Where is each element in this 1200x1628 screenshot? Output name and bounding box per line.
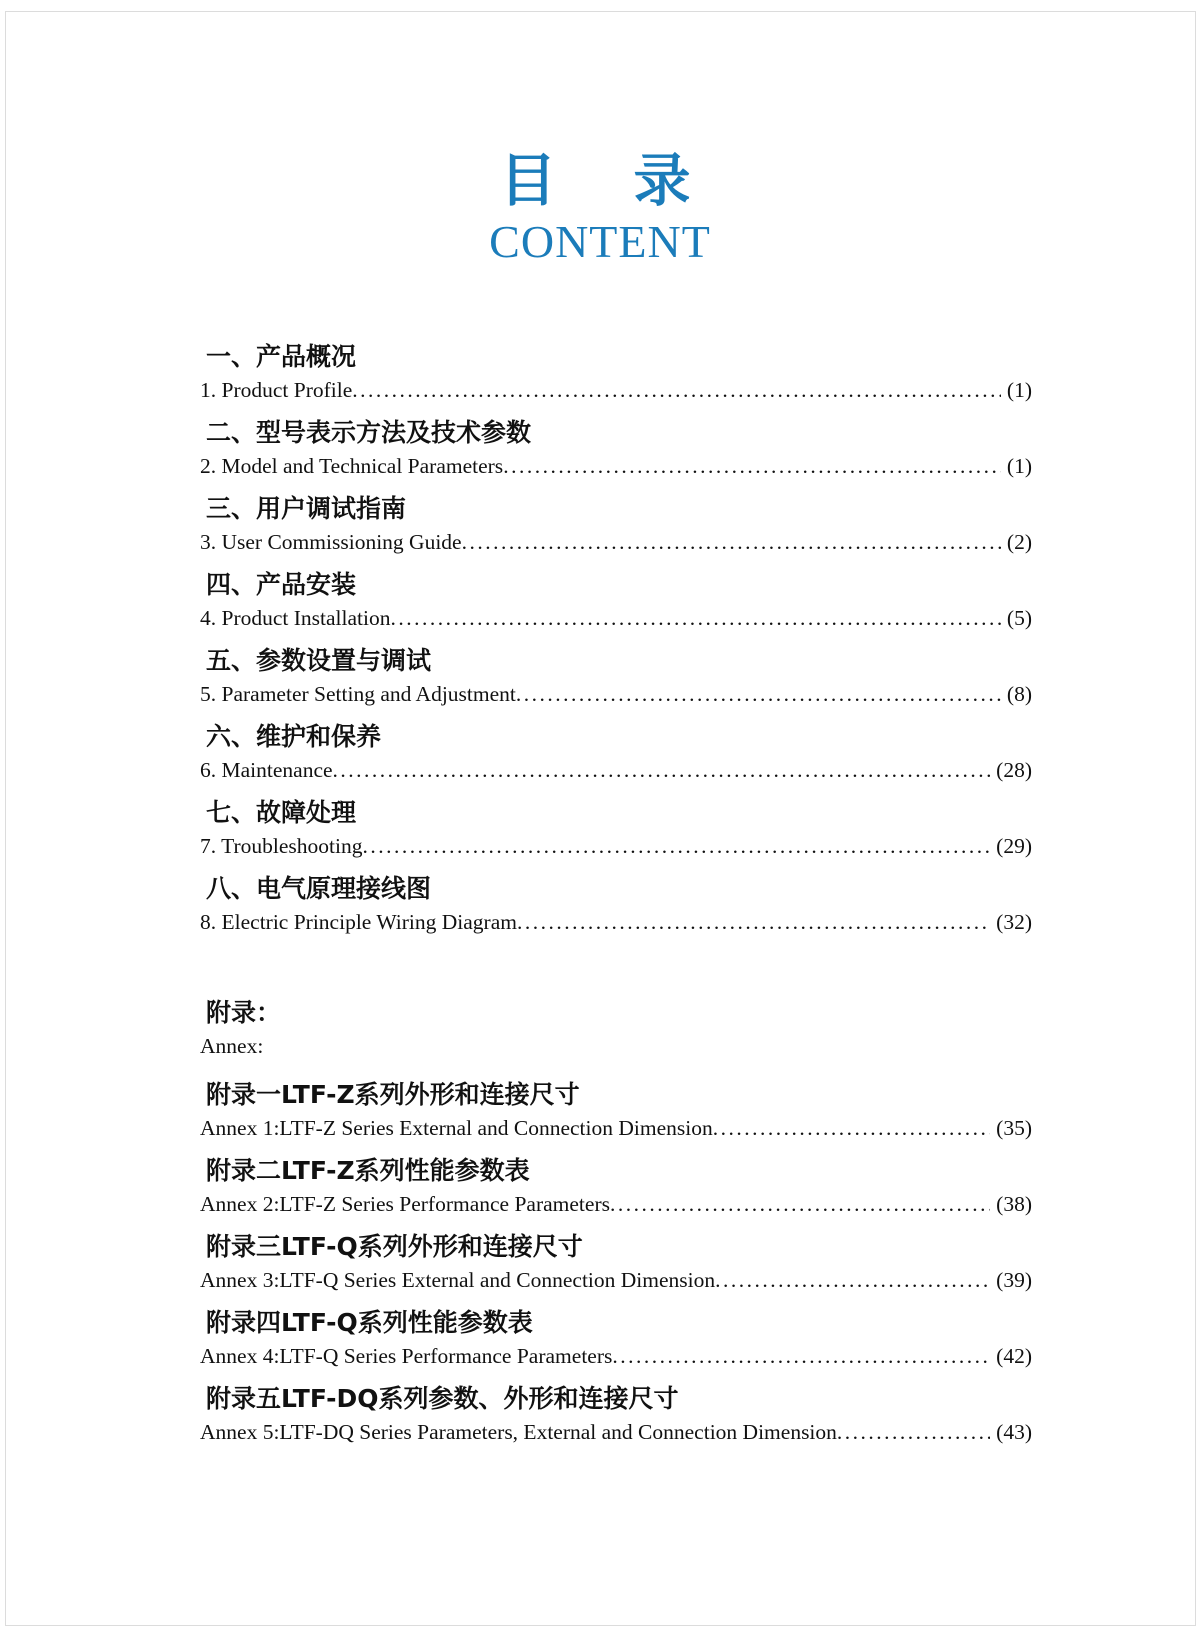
toc-entry-6 [200, 720, 1032, 786]
annex-entry-2 [200, 1154, 1032, 1220]
dotted-leader [837, 1416, 990, 1448]
toc-entry-page-number: (28) [996, 758, 1032, 782]
dotted-leader [352, 374, 1001, 406]
annex-entry-title-cn: 附录四LTF-Q系列性能参数表 [206, 1308, 533, 1337]
dotted-leader [713, 1112, 990, 1144]
toc-entry-title-cn: 三、用户调试指南 [206, 494, 407, 523]
annex-entry-page-number: (42) [996, 1344, 1032, 1368]
annex-entry-5 [200, 1382, 1032, 1448]
toc-entry-title-en: 2. Model and Technical Parameters [200, 454, 504, 478]
toc-entry-page-number: (5) [1006, 606, 1032, 630]
annex-entry-row [200, 1340, 1032, 1372]
annex-entry-title-cn: 附录一LTF-Z系列外形和连接尺寸 [206, 1080, 580, 1109]
dotted-leader [715, 1264, 990, 1296]
annex-entry-page-number: (39) [996, 1268, 1032, 1292]
annex-entry-title-en: Annex 4:LTF-Q Series Performance Parameters [200, 1344, 613, 1368]
toc-entry-row [200, 450, 1032, 482]
toc-entry-row [200, 374, 1032, 406]
toc-entry-page-number: (29) [996, 834, 1032, 858]
toc-entry-row [200, 602, 1032, 634]
toc-entry-page-number: (2) [1006, 530, 1032, 554]
annex-entry-1 [200, 1078, 1032, 1144]
toc-entry-8 [200, 872, 1032, 938]
table-of-contents [200, 340, 1032, 1458]
dotted-leader [462, 526, 1001, 558]
dotted-leader [610, 1188, 990, 1220]
toc-entry-page-number: (8) [1006, 682, 1032, 706]
toc-entry-title-cn: 二、型号表示方法及技术参数 [206, 418, 532, 447]
annex-label-cn: 附录： [206, 998, 282, 1027]
toc-entry-title-cn: 五、参数设置与调试 [206, 646, 432, 675]
toc-entry-title-en: 4. Product Installation [200, 606, 391, 630]
toc-entry-title-en: 5. Parameter Setting and Adjustment [200, 682, 516, 706]
toc-entry-title-en: 6. Maintenance [200, 758, 333, 782]
toc-entry-title-en: 3. User Commissioning Guide [200, 530, 462, 554]
toc-entry-title-cn: 八、电气原理接线图 [206, 874, 432, 903]
annex-entry-row [200, 1264, 1032, 1296]
toc-entry-row [200, 906, 1032, 938]
annex-entry-title-en: Annex 5:LTF-DQ Series Parameters, External and Connection Dimension [200, 1420, 837, 1444]
toc-entry-row [200, 830, 1032, 862]
toc-entry-row [200, 678, 1032, 710]
toc-entry-title-en: 7. Troubleshooting [200, 834, 363, 858]
annex-entry-page-number: (35) [996, 1116, 1032, 1140]
toc-entry-title-cn: 七、故障处理 [206, 798, 357, 827]
dotted-leader [362, 830, 990, 862]
toc-entry-title-en: 1. Product Profile [200, 378, 353, 402]
annex-entry-title-en: Annex 1:LTF-Z Series External and Connection Dimension [200, 1116, 713, 1140]
page-title-english: CONTENT [489, 216, 711, 267]
toc-entry-page-number: (1) [1006, 454, 1032, 478]
document-header [0, 146, 1200, 268]
toc-entry-5 [200, 644, 1032, 710]
page-title-chinese: 目 录 [499, 148, 701, 214]
annex-entry-4 [200, 1306, 1032, 1372]
dotted-leader [517, 906, 990, 938]
toc-entry-4 [200, 568, 1032, 634]
toc-entry-2 [200, 416, 1032, 482]
toc-entry-1 [200, 340, 1032, 406]
toc-entry-row [200, 526, 1032, 558]
annex-entry-page-number: (38) [996, 1192, 1032, 1216]
dotted-leader [516, 678, 1001, 710]
toc-entry-title-en: 8. Electric Principle Wiring Diagram [200, 910, 517, 934]
annex-entry-title-cn: 附录五LTF-DQ系列参数、外形和连接尺寸 [206, 1384, 679, 1413]
toc-entry-page-number: (32) [996, 910, 1032, 934]
annex-entry-row [200, 1416, 1032, 1448]
toc-entry-title-cn: 六、维护和保养 [206, 722, 382, 751]
annex-entry-title-cn: 附录三LTF-Q系列外形和连接尺寸 [206, 1232, 583, 1261]
annex-entry-title-en: Annex 3:LTF-Q Series External and Connection Dimension [200, 1268, 716, 1292]
annex-entry-3 [200, 1230, 1032, 1296]
dotted-leader [333, 754, 991, 786]
toc-entry-title-cn: 一、产品概况 [206, 342, 357, 371]
toc-entry-3 [200, 492, 1032, 558]
toc-entry-row [200, 754, 1032, 786]
annex-entry-title-en: Annex 2:LTF-Z Series Performance Parameters [200, 1192, 610, 1216]
toc-entry-title-cn: 四、产品安装 [206, 570, 357, 599]
toc-entry-7 [200, 796, 1032, 862]
annex-entry-page-number: (43) [996, 1420, 1032, 1444]
annex-entry-row [200, 1112, 1032, 1144]
annex-entry-row [200, 1188, 1032, 1220]
annex-entry-title-cn: 附录二LTF-Z系列性能参数表 [206, 1156, 530, 1185]
annex-section-label [200, 996, 1032, 1062]
annex-label-en: Annex: [200, 1034, 264, 1058]
dotted-leader [391, 602, 1001, 634]
dotted-leader [503, 450, 1001, 482]
dotted-leader [612, 1340, 990, 1372]
toc-entry-page-number: (1) [1006, 378, 1032, 402]
